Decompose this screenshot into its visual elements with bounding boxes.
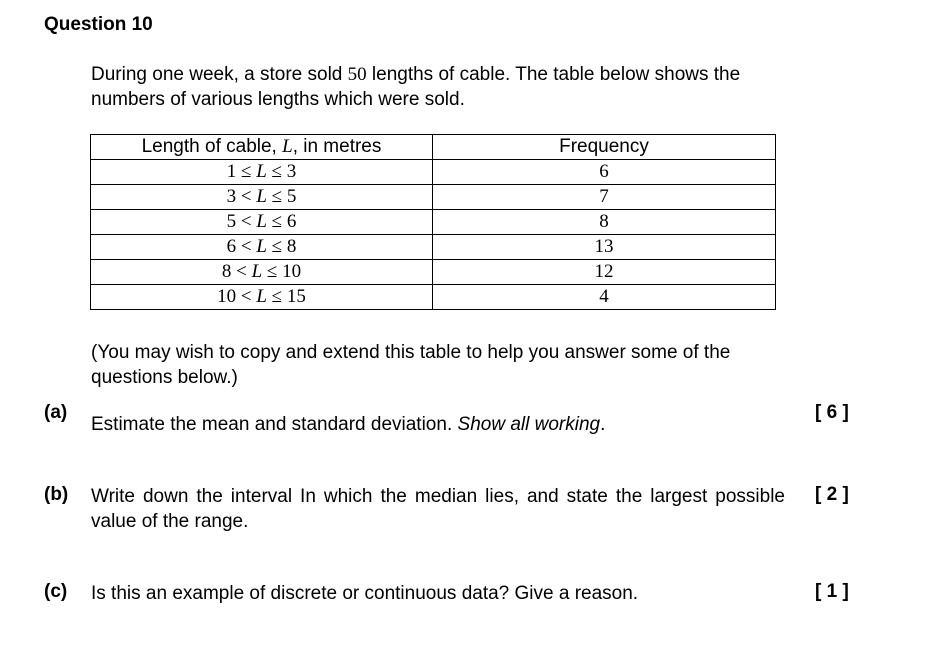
part-a-end: . xyxy=(600,414,606,435)
frequency-column-header: Frequency xyxy=(433,135,776,160)
part-a-text xyxy=(91,412,791,437)
interval-cell: 1 ≤ L ≤ 3 xyxy=(91,160,433,185)
frequency-cell: 6 xyxy=(433,160,776,185)
intro-paragraph xyxy=(91,62,791,112)
intro-text-end: lengths of cable. The table below shows the numbers of various lengths which were sold. xyxy=(91,64,741,110)
question-title: Question 10 xyxy=(44,14,153,35)
part-c-text: Is this an example of discrete or continuous data? Give a reason. xyxy=(91,583,639,604)
frequency-cell: 4 xyxy=(433,285,776,310)
length-header-variable: L xyxy=(282,136,293,157)
part-a-question: Estimate the mean and standard deviation. xyxy=(91,414,458,435)
part-a-emphasis: Show all working xyxy=(457,414,601,435)
interval-cell: 10 < L ≤ 15 xyxy=(91,285,433,310)
length-header-suffix: , in metres xyxy=(292,136,382,157)
part-c-marks: [ 1 ] xyxy=(815,581,849,602)
table-row xyxy=(91,260,776,285)
intro-number: 50 xyxy=(347,64,367,85)
length-column-header xyxy=(91,135,433,160)
table-row xyxy=(91,285,776,310)
table-note: (You may wish to copy and extend this table to help you answer some of the questions below.) xyxy=(91,342,731,388)
frequency-cell: 12 xyxy=(433,260,776,285)
frequency-cell: 13 xyxy=(433,235,776,260)
part-a-marks: [ 6 ] xyxy=(815,402,849,423)
part-b-label: (b) xyxy=(44,484,69,505)
interval-cell: 5 < L ≤ 6 xyxy=(91,210,433,235)
frequency-cell: 8 xyxy=(433,210,776,235)
length-header-prefix: Length of cable, xyxy=(141,136,283,157)
frequency-cell: 7 xyxy=(433,185,776,210)
part-c-label: (c) xyxy=(44,581,68,602)
table-row xyxy=(91,210,776,235)
interval-cell: 8 < L ≤ 10 xyxy=(91,260,433,285)
part-b-text: Write down the interval In which the median lies, and state the largest possible value of the range. xyxy=(91,486,785,532)
part-b-marks: [ 2 ] xyxy=(815,484,849,505)
intro-text-start: During one week, a store sold xyxy=(91,64,348,85)
frequency-table xyxy=(90,134,776,310)
table-header-row xyxy=(91,135,776,160)
table-row xyxy=(91,235,776,260)
table-row xyxy=(91,160,776,185)
interval-cell: 6 < L ≤ 8 xyxy=(91,235,433,260)
part-a-label: (a) xyxy=(44,402,68,423)
interval-cell: 3 < L ≤ 5 xyxy=(91,185,433,210)
table-row xyxy=(91,185,776,210)
